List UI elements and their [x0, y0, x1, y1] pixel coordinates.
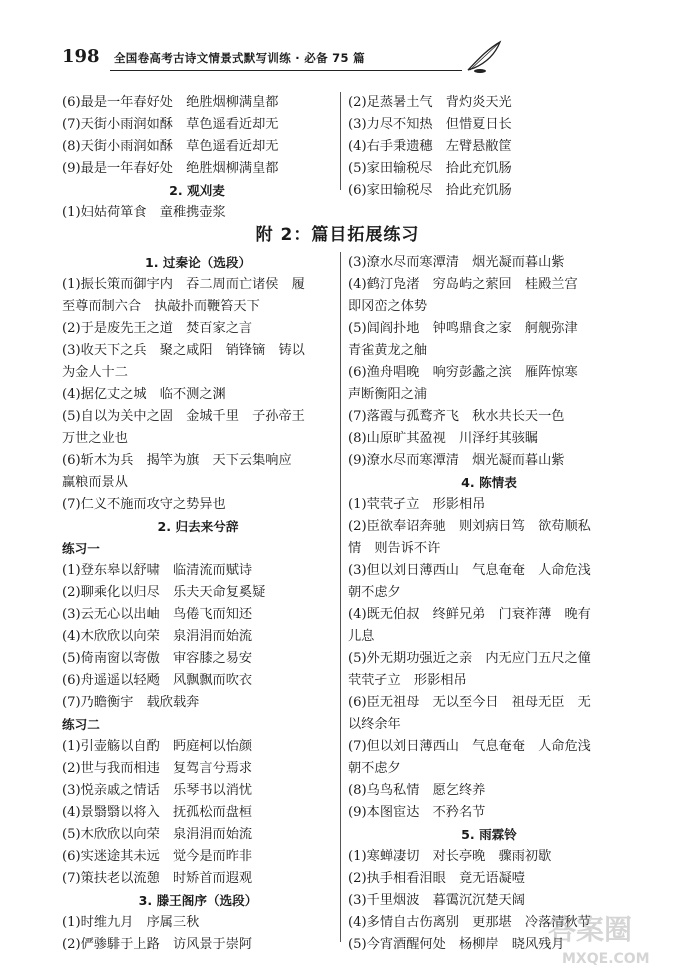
answer-line: (2)执手相看泪眼 竟无语凝噎 — [348, 871, 525, 886]
column-divider-top — [340, 92, 341, 190]
answer-line: (3)悦亲戚之情话 乐琴书以消忧 — [62, 783, 253, 798]
answer-line: (2)足蒸暑土气 背灼炎天光 — [348, 95, 512, 110]
answer-line: 茕茕孑立 形影相吊 — [348, 673, 467, 688]
answer-line: (3)收天下之兵 聚之咸阳 销锋镝 铸以 — [62, 343, 305, 358]
answer-line: (5)自以为关中之固 金城千里 子孙帝王 — [62, 409, 305, 424]
answer-line: (2)于是废先王之道 焚百家之言 — [62, 321, 253, 336]
section-heading: 4. 陈情表 — [461, 475, 517, 490]
answer-line: (8)山原旷其盈视 川泽纡其骇瞩 — [348, 431, 539, 446]
book-title: 全国卷高考古诗文情景式默写训练 · 必备 75 篇 — [114, 51, 365, 65]
section-heading: 2. 观刈麦 — [169, 183, 225, 198]
answer-line: (7)天街小雨润如酥 草色遥看近却无 — [62, 117, 279, 132]
answer-line: (7)但以刘日薄西山 气息奄奄 人命危浅 — [348, 739, 591, 754]
column-divider — [340, 252, 341, 942]
answer-line: (6)斩木为兵 揭竿为旗 天下云集响应 — [62, 453, 292, 468]
answer-line: 情 则告诉不许 — [348, 541, 441, 556]
answer-line: 青雀黄龙之舳 — [348, 343, 428, 358]
header-rule — [110, 70, 462, 71]
answer-line: (2)臣欲奉诏奔驰 则刘病日笃 欲苟顺私 — [348, 519, 591, 534]
answer-line: (5)木欣欣以向荣 泉涓涓而始流 — [62, 827, 253, 842]
answer-line: 至尊而制六合 执敲扑而鞭笞天下 — [62, 299, 260, 314]
answer-line: (3)力尽不知热 但惜夏日长 — [348, 117, 512, 132]
answer-line: (5)倚南窗以寄傲 审容膝之易安 — [62, 651, 253, 666]
exercise-heading: 练习一 — [62, 541, 100, 556]
answer-line: (1)寒蝉凄切 对长亭晚 骤雨初歇 — [348, 849, 552, 864]
answer-line: (9)最是一年春好处 绝胜烟柳满皇都 — [62, 161, 279, 176]
answer-line: (6)渔舟唱晚 响穷彭蠡之滨 雁阵惊寒 — [348, 365, 578, 380]
answer-line: (6)最是一年春好处 绝胜烟柳满皇都 — [62, 95, 279, 110]
answer-line: (1)振长策而御宇内 吞二周而亡诸侯 履 — [62, 277, 305, 292]
answer-line: 声断衡阳之浦 — [348, 387, 428, 402]
answer-line: (6)臣无祖母 无以至今日 祖母无臣 无 — [348, 695, 591, 710]
answer-line: (1)茕茕孑立 形影相吊 — [348, 497, 486, 512]
answer-line: (3)云无心以出岫 鸟倦飞而知还 — [62, 607, 253, 622]
answer-line: (9)本图宦达 不矜名节 — [348, 805, 486, 820]
section-heading: 2. 归去来兮辞 — [157, 519, 239, 534]
answer-line: (6)实迷途其未远 觉今是而昨非 — [62, 849, 253, 864]
top-left-block — [62, 92, 332, 224]
answer-line: (5)家田输税尽 拾此充饥肠 — [348, 161, 512, 176]
answer-line: (2)世与我而相违 复驾言兮焉求 — [62, 761, 253, 776]
answer-line: (7)策扶老以流憩 时矫首而遐观 — [62, 871, 253, 886]
answer-line: (4)景翳翳以将入 抚孤松而盘桓 — [62, 805, 253, 820]
appendix-title: 附 2：篇目拓展练习 — [255, 225, 420, 245]
answer-line: (2)俨骖騑于上路 访风景于崇阿 — [62, 937, 253, 952]
answer-line: (3)潦水尽而寒潭清 烟光凝而暮山紫 — [348, 255, 565, 270]
answer-line: (7)落霞与孤鹜齐飞 秋水共长天一色 — [348, 409, 565, 424]
answer-line: 赢粮而景从 — [62, 475, 128, 490]
answer-line: (6)舟遥遥以轻飏 风飘飘而吹衣 — [62, 673, 253, 688]
section-heading: 1. 过秦论（选段） — [144, 255, 252, 270]
answer-line: 为金人十二 — [62, 365, 128, 380]
answer-line: (4)鹤汀凫渚 穷岛屿之萦回 桂殿兰宫 — [348, 277, 578, 292]
right-column — [348, 252, 633, 956]
answer-line: (3)千里烟波 暮霭沉沉楚天阔 — [348, 893, 525, 908]
answer-line: (1)引壶觞以自酌 眄庭柯以怡颜 — [62, 739, 253, 754]
answer-line: (6)家田输税尽 拾此充饥肠 — [348, 183, 512, 198]
section-heading: 3. 滕王阁序（选段） — [138, 893, 258, 908]
page-number: 198 — [62, 46, 100, 67]
answer-line: 朝不虑夕 — [348, 761, 401, 776]
answer-line: (1)时维九月 序属三秋 — [62, 915, 200, 930]
answer-line: (5)外无期功强近之亲 内无应门五尺之僮 — [348, 651, 591, 666]
quill-icon — [462, 40, 504, 74]
page-header — [62, 40, 627, 74]
answer-line: (4)多情自古伤离别 更那堪 冷落清秋节 — [348, 915, 591, 930]
answer-line: (3)但以刘日薄西山 气息奄奄 人命危浅 — [348, 563, 591, 578]
exercise-heading: 练习二 — [62, 717, 100, 732]
answer-line: (7)仁义不施而攻守之势异也 — [62, 497, 226, 512]
answer-line: (4)既无伯叔 终鲜兄弟 门衰祚薄 晚有 — [348, 607, 591, 622]
answer-line: (4)木欣欣以向荣 泉涓涓而始流 — [62, 629, 253, 644]
answer-line: 万世之业也 — [62, 431, 128, 446]
answer-line: (9)潦水尽而寒潭清 烟光凝而暮山紫 — [348, 453, 565, 468]
answer-line: (8)天街小雨润如酥 草色遥看近却无 — [62, 139, 279, 154]
left-column — [62, 252, 334, 956]
answer-line: (1)妇姑荷箪食 童稚携壶浆 — [62, 205, 226, 220]
answer-line: 朝不虑夕 — [348, 585, 401, 600]
answer-line: (7)乃瞻衡宇 载欣载奔 — [62, 695, 200, 710]
answer-line: 即冈峦之体势 — [348, 299, 428, 314]
answer-line: (5)闾阎扑地 钟鸣鼎食之家 舸舰弥津 — [348, 321, 578, 336]
svg-text:答案圈: 答案圈 — [548, 913, 633, 946]
watermark-logo — [540, 905, 670, 970]
section-heading: 5. 雨霖铃 — [461, 827, 517, 842]
answer-line: (4)右手秉遗穗 左臂悬敝筐 — [348, 139, 512, 154]
answer-line: (2)聊乘化以归尽 乐夫天命复奚疑 — [62, 585, 266, 600]
answer-line: (4)据亿丈之城 临不测之渊 — [62, 387, 226, 402]
answer-line: 以终余年 — [348, 717, 401, 732]
answer-line: 儿息 — [348, 629, 375, 644]
answer-line: (5)今宵酒醒何处 杨柳岸 晓风残月 — [348, 937, 565, 952]
answer-line: (8)乌鸟私情 愿乞终养 — [348, 783, 486, 798]
top-right-block — [348, 92, 628, 202]
svg-text:MXQE.COM: MXQE.COM — [562, 951, 650, 967]
answer-line: (1)登东皋以舒啸 临清流而赋诗 — [62, 563, 253, 578]
